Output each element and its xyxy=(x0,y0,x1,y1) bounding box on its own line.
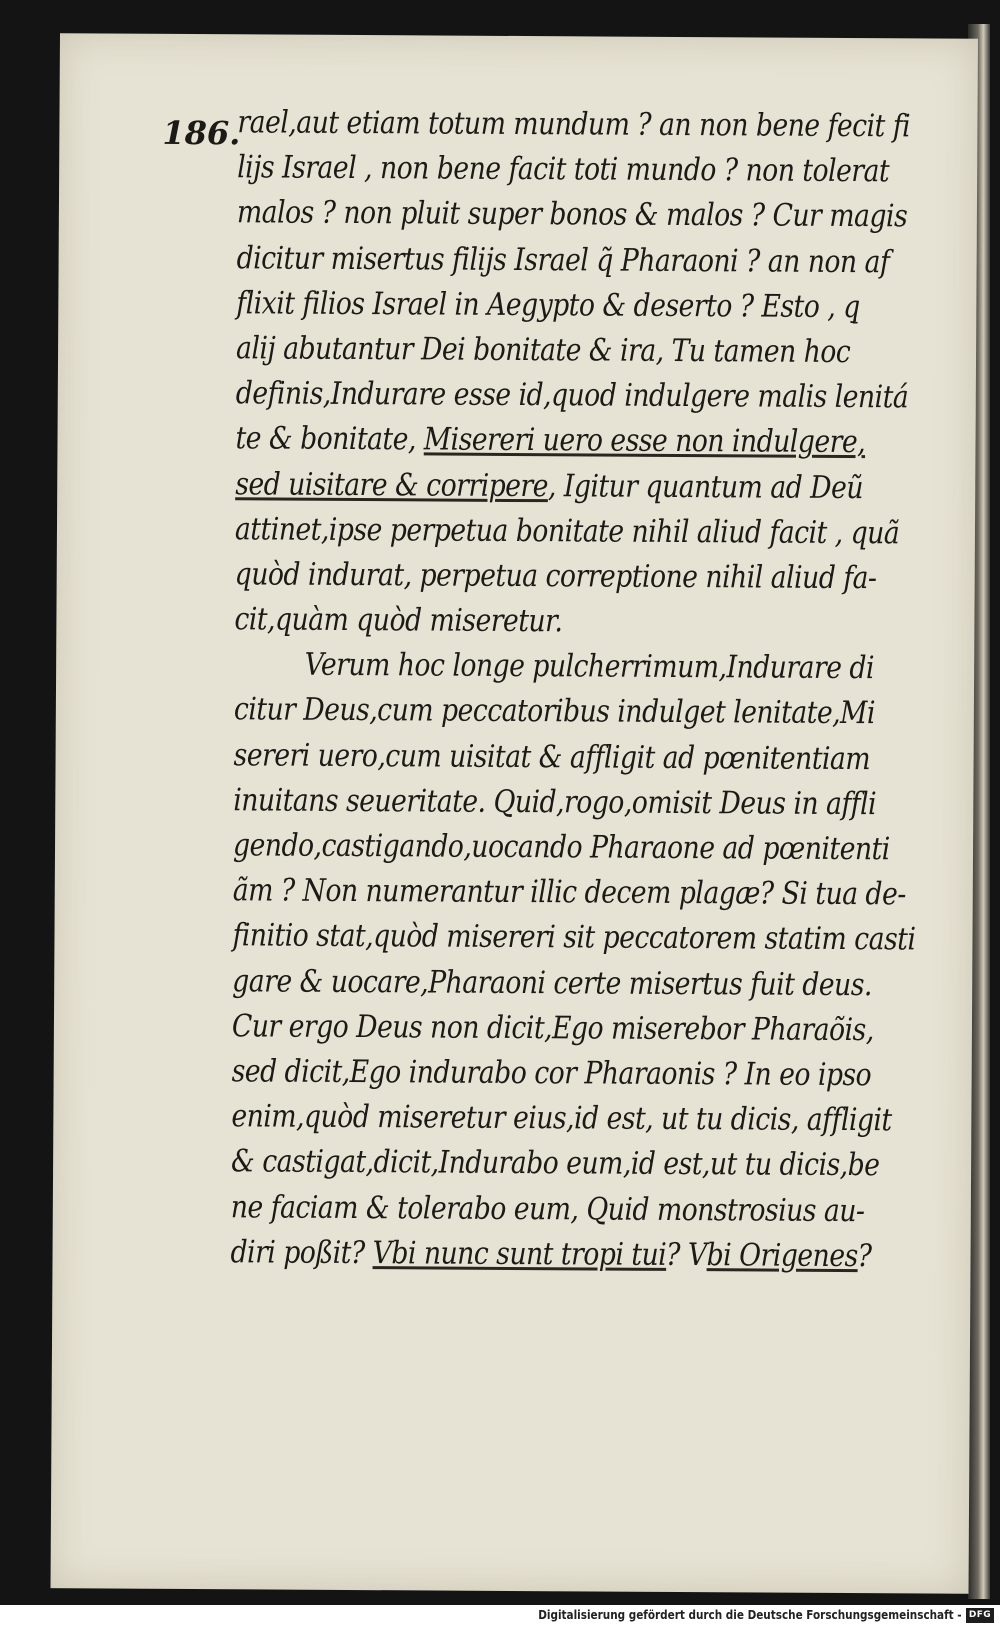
footer-bar xyxy=(0,1605,1000,1627)
text-segment: diri poßit? xyxy=(230,1233,373,1271)
text-segment: sereri uero,cum uisitat & affligit ad pœnitentiam xyxy=(233,736,871,777)
text-line xyxy=(234,552,877,601)
underlined-text: Misereri uero esse non indulgere, xyxy=(423,421,866,461)
underlined-text: sed uisitare & corripere xyxy=(235,465,549,504)
text-segment: flixit filios Israel in Aegypto & deserto ? Esto , q̧ xyxy=(236,285,860,325)
text-segment: inuitans seueritate. Quid,rogo,omisit Deus in affli xyxy=(233,782,877,823)
text-line xyxy=(233,688,876,737)
text-segment: te & bonitate, xyxy=(235,420,424,458)
text-segment: ãm ? Non numerantur illic decem plagæ? Si tua de- xyxy=(232,872,906,913)
text-line xyxy=(235,326,851,375)
text-segment: quòd indurat, perpetua correptione nihil aliud fa- xyxy=(234,556,877,597)
text-segment: lijs Israel , non bene facit toti mundo ? non tolerat xyxy=(237,149,890,190)
text-line xyxy=(232,914,916,963)
text-line xyxy=(230,1230,872,1279)
book-page xyxy=(51,33,978,1594)
text-line xyxy=(232,823,890,872)
text-line xyxy=(233,778,877,827)
text-line xyxy=(235,417,866,466)
text-line xyxy=(234,507,900,556)
text-line xyxy=(235,462,864,511)
text-line xyxy=(237,145,890,194)
text-segment: cit,quàm quòd miseretur. xyxy=(234,601,563,640)
text-line xyxy=(237,100,911,149)
text-segment: Cur ergo Deus non dicit,Ego miserebor Pharaõis, xyxy=(231,1008,874,1048)
text-segment: Verum hoc longe pulcherrimum,Indurare di xyxy=(304,646,875,687)
dfg-logo: DFG xyxy=(966,1608,994,1623)
text-segment: gendo,castigando,uocando Pharaone ad pœnitenti xyxy=(232,827,890,868)
text-segment: ? xyxy=(857,1237,872,1274)
text-segment: attinet,ipse perpetua bonitate nihil aliud facit , quã xyxy=(234,510,900,552)
page-number: 186. xyxy=(162,113,241,153)
text-segment: alij abutantur Dei bonitate & ira, Tu tamen hoc xyxy=(235,330,851,370)
text-line xyxy=(235,371,909,420)
text-line xyxy=(231,1049,872,1098)
text-segment: ? V xyxy=(666,1236,707,1273)
text-segment: definis,Indurare esse id,quod indulgere malis lenitá xyxy=(235,375,909,416)
text-line xyxy=(236,236,890,285)
text-segment: , Igitur quantum ad Deũ xyxy=(547,467,864,506)
text-line xyxy=(236,281,860,330)
text-segment: citur Deus,cum peccatoribus indulget lenitate,Mi xyxy=(233,691,876,732)
text-line xyxy=(232,868,906,917)
text-segment: sed dicit,Ego indurabo cor Pharaonis ? In eo ipso xyxy=(231,1053,872,1094)
underlined-text: bi Origenes xyxy=(706,1236,858,1274)
text-segment: enim,quòd miseretur eius,id est, ut tu dicis, affligit xyxy=(231,1098,892,1139)
text-segment: & castigat,dicit,Indurabo eum,id est,ut tu dicis,be xyxy=(231,1143,880,1184)
underlined-text: Vbi nunc sunt tropi tui xyxy=(372,1234,667,1273)
text-segment: rael,aut etiam totum mundum ? an non bene fecit fi xyxy=(237,104,911,145)
text-line xyxy=(231,1004,874,1053)
text-line xyxy=(234,643,875,692)
funding-credit: Digitalisierung gefördert durch die Deutsche Forschungsgemeinschaft - xyxy=(538,1608,962,1622)
text-line xyxy=(233,733,871,782)
text-line xyxy=(231,1094,892,1143)
text-line xyxy=(234,597,819,646)
text-segment: ne faciam & tolerabo eum, Quid monstrosius au- xyxy=(230,1188,865,1229)
text-line xyxy=(230,1185,865,1234)
text-line xyxy=(236,191,908,240)
text-line xyxy=(232,959,873,1008)
text-segment: gare & uocare,Pharaoni certe misertus fuit deus. xyxy=(232,962,873,1003)
body-text xyxy=(230,100,917,1279)
text-segment: dicitur misertus filijs Israel q̃ Pharaoni ? an non af xyxy=(236,239,890,280)
text-segment: malos ? non pluit super bonos & malos ? Cur magis xyxy=(236,194,908,235)
text-segment: finitio stat,quòd misereri sit peccatorem statim casti xyxy=(232,917,916,958)
text-line xyxy=(231,1140,880,1189)
